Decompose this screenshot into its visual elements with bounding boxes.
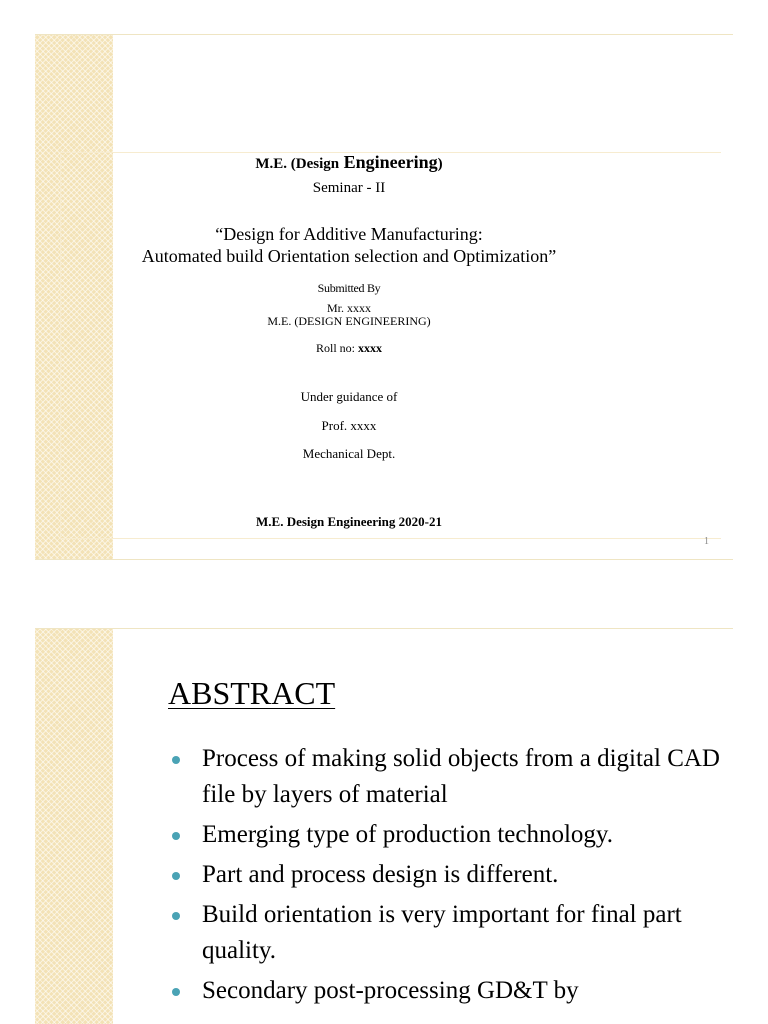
list-item: Emerging type of production technology. bbox=[168, 817, 728, 853]
bullet-dot-icon bbox=[172, 988, 180, 996]
bullet-dot-icon bbox=[172, 832, 180, 840]
slide-title bbox=[35, 34, 733, 560]
bullet-dot-icon bbox=[172, 912, 180, 920]
decorative-stripe bbox=[35, 629, 113, 1024]
abstract-bullet-list bbox=[168, 741, 728, 1013]
slide-footer: M.E. Design Engineering 2020-21 bbox=[256, 514, 442, 529]
abstract-heading: ABSTRACT bbox=[168, 675, 336, 711]
slide-abstract bbox=[35, 628, 733, 1024]
list-item: Part and process design is different. bbox=[168, 857, 728, 893]
seminar-title-line-2: Automated build Orientation selection and Optimization” bbox=[141, 246, 557, 266]
seminar-title bbox=[35, 223, 698, 267]
guidance-label: Under guidance of bbox=[300, 389, 398, 404]
list-item: Secondary post-processing GD&T by bbox=[168, 973, 728, 1009]
roll-number: Roll no: xxxx bbox=[315, 341, 382, 355]
list-item: Process of making solid objects from a digital CAD file by layers of material bbox=[168, 741, 728, 813]
guide-name: Prof. xxxx bbox=[321, 418, 377, 433]
bullet-dot-icon bbox=[172, 756, 180, 764]
page-number: 1 bbox=[704, 536, 709, 547]
student-program: M.E. (DESIGN ENGINEERING) bbox=[267, 314, 431, 328]
bullet-dot-icon bbox=[172, 872, 180, 880]
submitted-by-label: Submitted By bbox=[317, 281, 381, 295]
list-item: Build orientation is very important for final part quality. bbox=[168, 897, 728, 969]
program-heading: M.E. (Design Engineering) bbox=[255, 152, 443, 172]
seminar-title-line-1: “Design for Additive Manufacturing: bbox=[215, 224, 483, 244]
student-name: Mr. xxxx bbox=[326, 301, 371, 315]
department: Mechanical Dept. bbox=[302, 446, 396, 461]
seminar-label: Seminar - II bbox=[312, 180, 386, 196]
